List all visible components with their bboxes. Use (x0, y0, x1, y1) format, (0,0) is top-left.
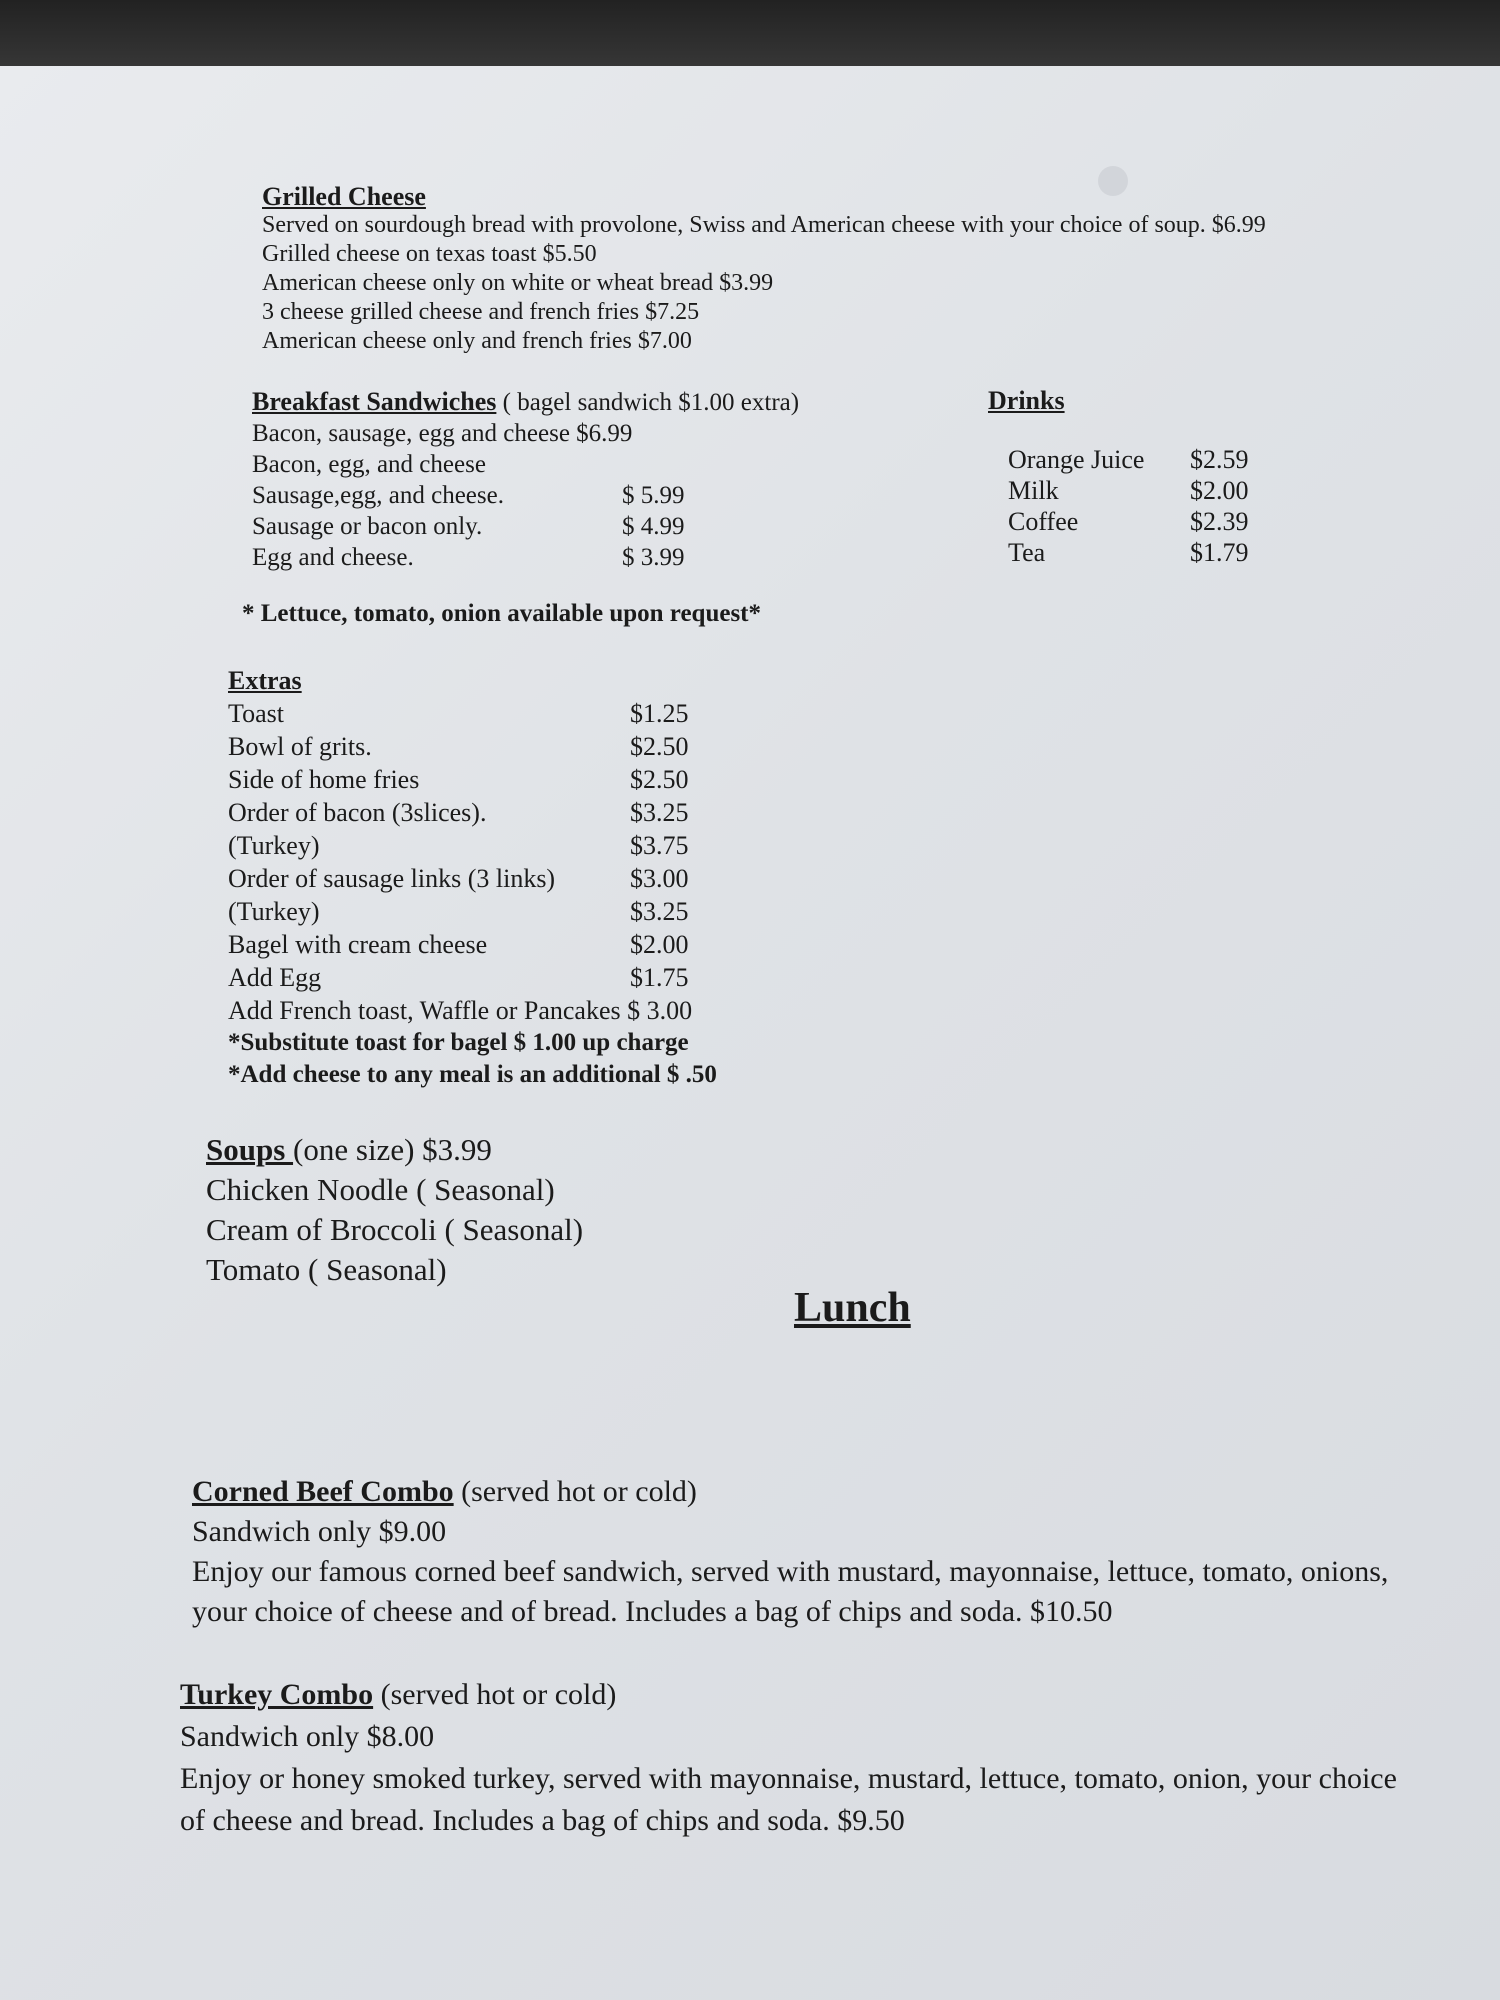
menu-line: American cheese only and french fries $7.00 (262, 328, 692, 354)
extras-title: Extras (228, 666, 302, 695)
menu-item (988, 475, 1249, 506)
menu-line: of cheese and bread. Includes a bag of chips and soda. $9.50 (180, 1804, 905, 1837)
menu-item (228, 796, 717, 829)
menu-item (988, 537, 1249, 568)
menu-line: Sandwich only $9.00 (192, 1515, 447, 1548)
item-name: Toast (228, 699, 284, 728)
item-price: $ 5.99 (622, 482, 685, 509)
menu-item (228, 961, 717, 994)
item-name: (Turkey) (228, 897, 320, 926)
grilled-cheese-title: Grilled Cheese (262, 182, 426, 211)
extras-note: *Add cheese to any meal is an additional $ .50 (228, 1061, 717, 1088)
item-name: Sausage,egg, and cheese. (252, 482, 504, 509)
item-name: Egg and cheese. (252, 544, 414, 571)
soups-note: (one size) $3.99 (293, 1132, 492, 1167)
turkey-note: (served hot or cold) (373, 1678, 617, 1711)
soup-item: Tomato ( Seasonal) (206, 1252, 447, 1287)
item-price: $ 4.99 (622, 513, 685, 540)
item-price: $ 3.99 (622, 544, 685, 571)
menu-item (228, 763, 717, 796)
menu-item (252, 480, 799, 511)
menu-item (252, 511, 799, 542)
item-price: $1.75 (630, 963, 689, 992)
item-name: Order of bacon (3slices). (228, 798, 487, 827)
item-price: $3.00 (630, 864, 689, 893)
item-name: Order of sausage links (3 links) (228, 864, 556, 893)
menu-item (252, 418, 799, 449)
breakfast-sandwiches-section (252, 386, 799, 573)
drinks-section (988, 386, 1249, 568)
menu-line: Sandwich only $8.00 (180, 1720, 435, 1753)
lunch-heading: Lunch (794, 1285, 911, 1331)
item-price: $3.25 (630, 798, 689, 827)
corned-beef-section (192, 1472, 1388, 1632)
menu-item (252, 542, 799, 573)
breakfast-note: ( bagel sandwich $1.00 extra) (496, 389, 800, 416)
item-price: $2.00 (1190, 476, 1249, 505)
corned-beef-header (192, 1472, 1388, 1512)
soups-header (206, 1130, 583, 1170)
menu-item (252, 449, 799, 480)
corned-beef-note: (served hot or cold) (453, 1475, 697, 1508)
item-name: Sausage or bacon only. (252, 513, 483, 540)
soup-item: Cream of Broccoli ( Seasonal) (206, 1212, 584, 1247)
menu-item (228, 895, 717, 928)
item-name: Bacon, egg, and cheese (252, 451, 486, 478)
extras-note: *Substitute toast for bagel $ 1.00 up charge (228, 1029, 689, 1056)
grilled-cheese-section (262, 182, 1266, 356)
item-name: Milk (1008, 476, 1059, 505)
menu-line: Enjoy our famous corned beef sandwich, served with mustard, mayonnaise, lettuce, tomato, onions, (192, 1555, 1389, 1588)
menu-item (228, 862, 717, 895)
item-price: $2.50 (630, 732, 689, 761)
item-name: Bacon, sausage, egg and cheese $6.99 (252, 420, 633, 447)
menu-line: Grilled cheese on texas toast $5.50 (262, 241, 597, 267)
menu-line: Enjoy or honey smoked turkey, served with mayonnaise, mustard, lettuce, tomato, onion, your choice (180, 1762, 1397, 1795)
turkey-title: Turkey Combo (180, 1678, 374, 1711)
menu-item (228, 730, 717, 763)
menu-item (228, 697, 717, 730)
breakfast-title: Breakfast Sandwiches (252, 387, 497, 416)
soups-section (206, 1130, 583, 1290)
menu-line: American cheese only on white or wheat bread $3.99 (262, 270, 774, 296)
soups-title: Soups (206, 1132, 294, 1167)
item-price: $1.79 (1190, 538, 1249, 567)
menu-item (988, 506, 1249, 537)
soup-item: Chicken Noodle ( Seasonal) (206, 1172, 555, 1207)
extras-add-line: Add French toast, Waffle or Pancakes $ 3.00 (228, 996, 693, 1025)
item-price: $3.25 (630, 897, 689, 926)
turkey-header (180, 1674, 1397, 1716)
corned-beef-title: Corned Beef Combo (192, 1475, 454, 1508)
drinks-title: Drinks (988, 386, 1065, 415)
item-name: Tea (1008, 538, 1046, 567)
item-price: $2.39 (1190, 507, 1249, 536)
item-price: $1.25 (630, 699, 689, 728)
extras-section (228, 664, 717, 1091)
menu-line: 3 cheese grilled cheese and french fries $7.25 (262, 299, 700, 325)
item-name: Bowl of grits. (228, 732, 372, 761)
item-name: Add Egg (228, 963, 322, 992)
item-name: Orange Juice (1008, 445, 1145, 474)
menu-item (228, 829, 717, 862)
breakfast-header (252, 386, 799, 418)
item-name: Side of home fries (228, 765, 420, 794)
item-name: Bagel with cream cheese (228, 930, 488, 959)
item-price: $3.75 (630, 831, 689, 860)
request-note: * Lettuce, tomato, onion available upon request* (242, 600, 761, 627)
menu-item (228, 928, 717, 961)
menu-line: your choice of cheese and of bread. Includes a bag of chips and soda. $10.50 (192, 1595, 1113, 1628)
menu-line: Served on sourdough bread with provolone, Swiss and American cheese with your choice of soup. $6.99 (262, 212, 1266, 238)
item-price: $2.50 (630, 765, 689, 794)
item-price: $2.00 (630, 930, 689, 959)
item-name: (Turkey) (228, 831, 320, 860)
item-price: $2.59 (1190, 445, 1249, 474)
menu-item (988, 444, 1249, 475)
item-name: Coffee (1008, 507, 1079, 536)
turkey-section (180, 1674, 1397, 1842)
